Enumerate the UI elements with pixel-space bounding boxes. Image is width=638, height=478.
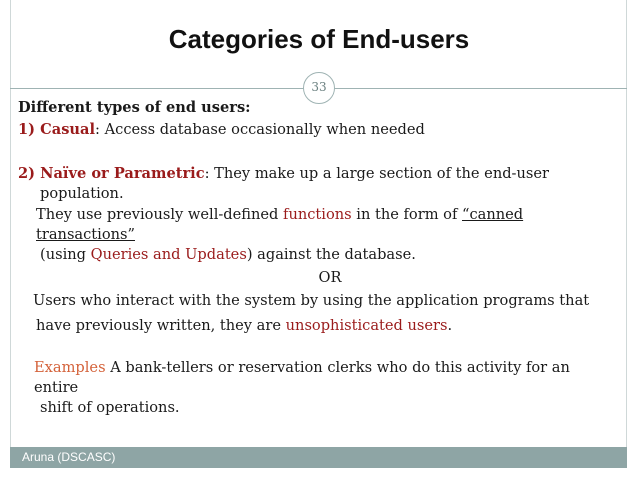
naive-text-2: population. bbox=[40, 185, 124, 202]
naive-label: 2) Naïve or Parametric bbox=[18, 165, 205, 182]
examples-line-2 bbox=[18, 398, 618, 418]
functions-mid: in the form of bbox=[351, 206, 462, 223]
casual-text: : Access database occasionally when needed bbox=[95, 121, 425, 138]
footer-text: Aruna (DSCASC) bbox=[22, 450, 116, 464]
casual-label: 1) Casual bbox=[18, 121, 96, 138]
canned-transactions-term: “canned transactions” bbox=[36, 206, 524, 243]
casual-item bbox=[18, 120, 618, 140]
footer-bar bbox=[10, 447, 627, 468]
queries-term: Queries and Updates bbox=[90, 246, 247, 263]
unsophisticated-line bbox=[18, 316, 618, 336]
page-number-badge: 33 bbox=[303, 72, 335, 104]
examples-label: Examples bbox=[34, 359, 106, 376]
examples-text-2: shift of operations. bbox=[40, 399, 180, 416]
slide-body bbox=[18, 98, 618, 418]
unsophisticated-post: . bbox=[447, 317, 453, 334]
users-text: Users who interact with the system by using the application programs that bbox=[33, 292, 590, 309]
examples-text-1: A bank-tellers or reservation clerks who do this activity for an entire bbox=[34, 359, 570, 396]
users-line bbox=[18, 291, 618, 311]
functions-pre: They use previously well-defined bbox=[36, 206, 284, 223]
functions-term: functions bbox=[283, 206, 352, 223]
queries-post: ) against the database. bbox=[246, 246, 416, 263]
naive-text-2-line bbox=[18, 184, 618, 204]
unsophisticated-pre: have previously written, they are bbox=[36, 317, 286, 334]
body-heading: Different types of end users: bbox=[18, 99, 251, 116]
queries-line bbox=[18, 245, 618, 265]
or-text: OR bbox=[318, 269, 342, 286]
naive-item bbox=[18, 164, 618, 184]
unsophisticated-term: unsophisticated users bbox=[285, 317, 448, 334]
naive-text-1: : They make up a large section of the end-user bbox=[204, 165, 549, 182]
queries-pre: (using bbox=[40, 246, 91, 263]
or-line bbox=[18, 268, 618, 288]
functions-line bbox=[18, 205, 618, 245]
slide-title: Categories of End-users bbox=[168, 24, 470, 54]
examples-line bbox=[18, 358, 618, 398]
